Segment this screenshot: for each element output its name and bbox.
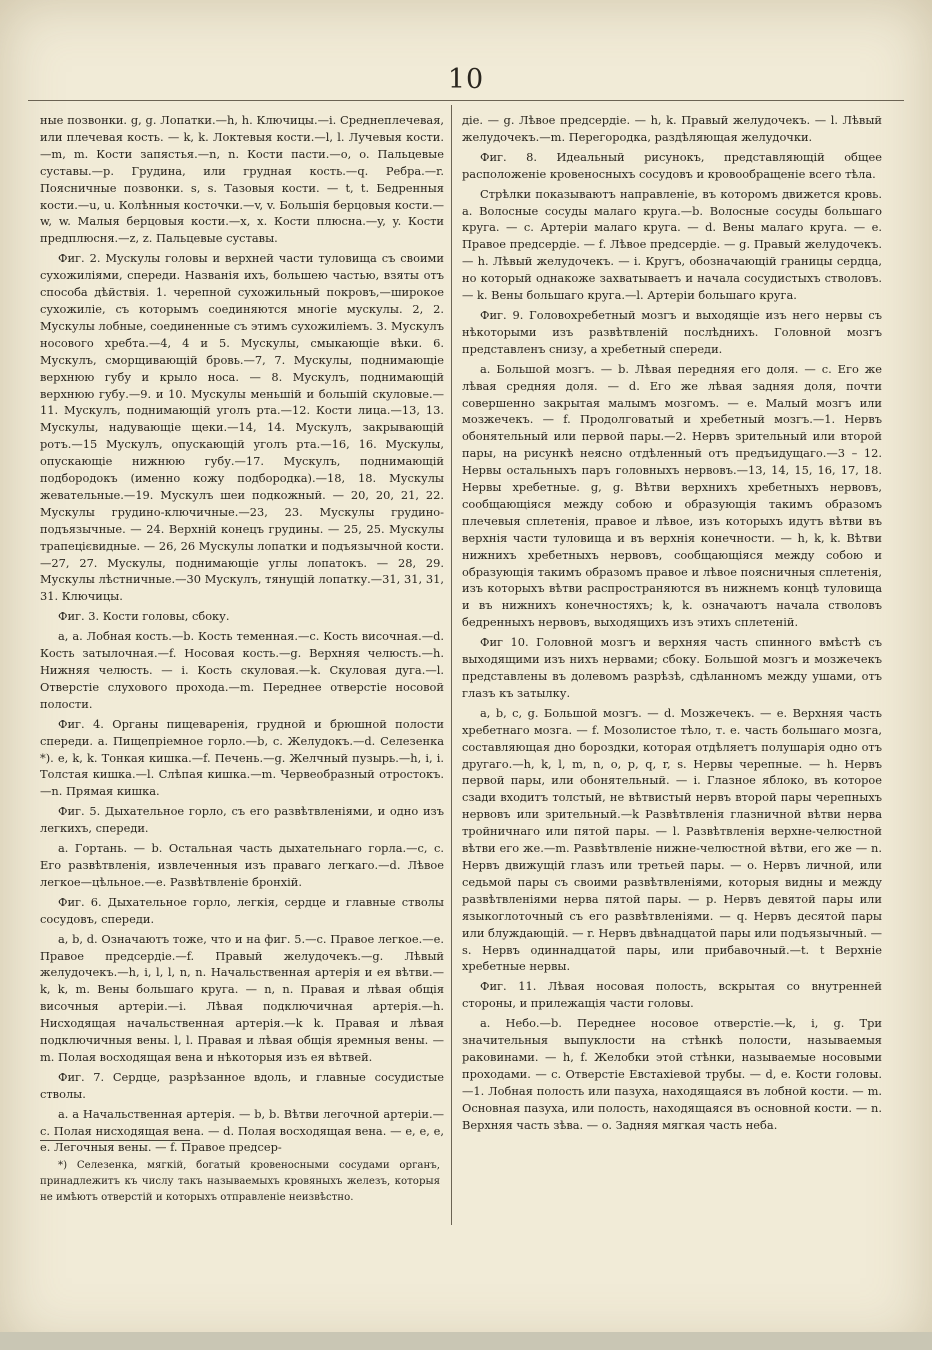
paragraph: a. a Начальственная артерія. — b, b. Вѣтви легочной артеріи.— c. Полая нисходящая вена. — d. Полая восходящая вена. — e, e, e, e. Легочныя вены. — f. Правое предсер- (40, 1106, 444, 1155)
paragraph: Фиг. 11. Лѣвая носовая полость, вскрытая со внутренней стороны, и прилежащія части головы. (462, 979, 882, 1011)
column-divider (451, 105, 452, 1225)
left-column (40, 112, 444, 1159)
paragraph: a, b, c, g. Большой мозгъ. — d. Мозжечекъ. — e. Верхняя часть хребетнаго мозга. — f. Мозолистое тѣло, т. е. часть большаго мозга, составляющая дно бороздки, которая отдѣляетъ полушарія одно отъ другаго.—h, k, l, m, n, o, p, q, r, s. Нервы черепные. — h. Нервъ первой пары, или обонятельный. — i. Глазное яблоко, въ которое сзади входитъ толстый, не вѣтвистый нервъ второй пары черепныхъ нервовъ или зрительный.—k Развѣтвленія глазничной вѣтви нерва тройничнаго или пятой пары. — l. Развѣтвленія верхне-челюстной вѣтви его же.—m. Развѣтвленіе нижне-челюстной вѣтви, его же — n. Нервъ движущій глазъ или третьей пары. — o. Нервъ личной, или седьмой пары съ своими развѣтвленіями, которыя видны и между развѣтвленіями нерва пятой пары. — p. Нервъ девятой пары или языкоглоточный съ его развѣтвленіями. — q. Нервъ десятой пары или блуждающій. — r. Нервъ двѣнадцатой пары или подъязычный. — s. Нервъ одиннадцатой пары, или прибавочный.—t. t Верхніе хребетные нервы. (462, 705, 882, 974)
paragraph: Фиг 10. Головной мозгъ и верхняя часть спинного вмѣстѣ съ выходящими изъ нихъ нервами; сбоку. Большой мозгъ и мозжечекъ представлены въ долевомъ разрѣзѣ, сдѣланномъ между ушами, отъ глазъ къ затылку. (462, 635, 882, 700)
page-number: 10 (447, 64, 485, 95)
paragraph: a, b, d. Означаютъ тоже, что и на фиг. 5.—c. Правое легкое.—e. Правое предсердіе.—f. Правый желудочекъ.—g. Лѣвый желудочекъ.—h, i, l, l, n, n. Начальственная артерія и ея вѣтви.—k, k, m. Вены большаго круга. — n, n. Правая и лѣвая общія височныя артеріи.—i. Лѣвая подключичная артерія.—h. Нисходящая начальственная артерія.—k k. Правая и лѣвая подключичныя вены. l, l. Правая и лѣвая общія яремныя вены. — m. Полая восходящая вена и нѣкоторыя изъ ея вѣтвей. (40, 931, 444, 1064)
paragraph: a. Небо.—b. Переднее носовое отверстіе.—k, i, g. Три значительныя выпуклости на стѣнкѣ полости, называемыя раковинами. — h, f. Желобки этой стѣнки, называемые носовыми проходами. — c. Отверстіе Евстахіевой трубы. — d, e. Кости головы.—1. Лобная полость или пазуха, находящаяся въ лобной кости. — m. Основная пазуха, или полость, находящаяся въ основной кости. — n. Верхняя часть зѣва. — o. Задняя мягкая часть неба. (462, 1016, 882, 1132)
paragraph: Фиг. 2. Мускулы головы и верхней части туловища съ своими сухожиліями, спереди. Названія ихъ, большею частью, взяты отъ способа дѣйствія. 1. черепной сухожильный покровъ,—широкое сухожиліе, съ которымъ соединяются многіе мускулы. 2, 2. Мускулы лобные, соединенные съ этимъ сухожиліемъ. 3. Мускулъ носового хребта.—4, 4 и 5. Мускулы, смыкающіе вѣки. 6. Мускулъ, сморщивающій бровь.—7, 7. Мускулы, поднимающіе верхнюю губу и крыло носа. — 8. Мускулъ, поднимающій верхнюю губу.—9. и 10. Мускулы меньшій и большій скуловые.—11. Мускулъ, поднимающій уголъ рта.—12. Кости лица.—13, 13. Мускулы, надувающіе щеки.—14, 14. Мускулъ, закрывающій ротъ.—15 Мускулъ, опускающій уголъ рта.—16, 16. Мускулы, опускающіе нижнюю губу.—17. Мускулъ, поднимающій подбородокъ (именно кожу подбородка).—18, 18. Мускулы жевательные.—19. Мускулъ шеи подкожный. — 20, 20, 21, 22. Мускулы грудино-ключичные.—23, 23. Мускулы грудино-подъязычные. — 24. Верхній конецъ грудины. — 25, 25. Мускулы трапецієвидные. — 26, 26 Мускулы лопатки и подъязычной кости.—27, 27. Мускулы, поднимающіе углы лопатокъ. — 28, 29. Мускулы лѣстничные.—30 Мускулъ, тянущій лопатку.—31, 31, 31, 31. Ключицы. (40, 251, 444, 604)
paragraph: Фиг. 9. Головохребетный мозгъ и выходящіе изъ него нервы съ нѣкоторыми изъ развѣтвленій послѣднихъ. Головной мозгъ представленъ снизу, а хребетный спереди. (462, 307, 882, 356)
paragraph: a, a. Лобная кость.—b. Кость теменная.—c. Кость височная.—d. Кость затылочная.—f. Носовая кость.—g. Верхняя челюсть.—h. Нижняя челюсть. — i. Кость скуловая.—k. Скуловая дуга.—l. Отверстіе слухового прохода.—m. Переднее отверстіе носовой полости. (40, 629, 444, 711)
paragraph: Фиг. 8. Идеальный рисунокъ, представляющій общее расположеніе кровеносныхъ сосудовъ и кровообращеніе всего тѣла. (462, 149, 882, 181)
paragraph: a. Большой мозгъ. — b. Лѣвая передняя его доля. — c. Его же лѣвая средняя доля. — d. Его же лѣвая задняя доля, почти совершенно закрытая малымъ мозгомъ. — e. Малый мозгъ или мозжечекъ. — f. Продолговатый и хребетный мозгъ.—1. Нервъ обонятельный или первой пары.—2. Нервъ зрительный или второй пары, на рисункѣ неясно отдѣленный отъ предъидущаго.—3 – 12. Нервы остальныхъ паръ головныхъ нервовъ.—13, 14, 15, 16, 17, 18. Нервы хребетные. g, g. Вѣтви верхнихъ хребетныхъ нервовъ, сообщающіяся между собою и образующія такимъ образомъ плечевыя сплетенія, правое и лѣвое, изъ которыхъ идутъ вѣтви въ верхнія части туловища и въ верхнія конечности. — h, k, k. Вѣтви нижнихъ хребетныхъ нервовъ, сообщающіяся между собою и образующія такимъ образомъ правое и лѣвое поясничныя сплетенія, изъ которыхъ вѣтви распространяются въ нижнемъ концѣ туловища и въ нижнихъ конечностяхъ; k, k. означаютъ начала стволовъ бедренныхъ нервовъ, выходящихъ изъ этихъ сплетеній. (462, 361, 882, 630)
paragraph: Фиг. 4. Органы пищеваренія, грудной и брюшной полости спереди. a. Пищепріемное горло.—b, c. Желудокъ.—d. Селезенка *). e, k, k. Тонкая кишка.—f. Печень.—g. Желчный пузырь.—h, i, i. Толстая кишка.—l. Слѣпая кишка.—m. Червеобразный отростокъ.—n. Прямая кишка. (40, 716, 444, 799)
right-column (462, 112, 882, 1136)
paragraph: Фиг. 5. Дыхательное горло, съ его развѣтвленіями, и одно изъ легкихъ, спереди. (40, 804, 444, 836)
paragraph: Фиг. 7. Сердце, разрѣзанное вдоль, и главные сосудистые стволы. (40, 1069, 444, 1101)
paragraph: діе. — g. Лѣвое предсердіе. — h, k. Правый желудочекъ. — l. Лѣвый желудочекъ.—m. Перегородка, раздѣляющая желудочки. (462, 113, 882, 144)
paragraph: Фиг. 6. Дыхательное горло, легкія, сердце и главные стволы сосудовъ, спереди. (40, 894, 444, 926)
paragraph: Фиг. 3. Кости головы, сбоку. (58, 609, 230, 624)
page-edge-strip (0, 1332, 932, 1350)
footnote: *) Селезенка, мягкій, богатый кровеносными сосудами органъ, принадлежитъ къ числу такъ называемыхъ кровяныхъ железъ, которыя не имѣютъ отверстій и которыхъ отправленіе неизвѣстно. (40, 1160, 440, 1203)
paragraph: a. Гортань. — b. Остальная часть дыхательнаго горла.—c, c. Его развѣтвленія, извлеченныя изъ праваго легкаго.—d. Лѣвое легкое—цѣльное.—e. Развѣтвленіе бронхій. (40, 841, 444, 889)
footnote-rule (40, 1140, 190, 1141)
header-rule (28, 100, 904, 101)
paragraph: Стрѣлки показываютъ направленіе, въ которомъ движется кровь. a. Волосные сосуды малаго круга.—b. Волосные сосуды большаго круга. — c. Артеріи малаго круга. — d. Вены малаго круга. — e. Правое предсердіе. — f. Лѣвое предсердіе. — g. Правый желудочекъ. — h. Лѣвый желудочекъ. — i. Кругъ, обозначающій границы сердца, но который однакоже захватываетъ и начала сосудистыхъ стволовъ. — k. Вены большаго круга.—l. Артеріи большаго круга. (462, 186, 882, 303)
paragraph: ные позвонки. g, g. Лопатки.—h, h. Ключицы.—i. Среднеплечевая, или плечевая кость. — k, k. Локтевыя кости.—l, l. Лучевыя кости.—m, m. Кости запястья.—n, n. Кости пасти.—o, o. Пальцевые суставы.—p. Грудина, или грудная кость.—q. Ребра.—r. Поясничные позвонки. s, s. Тазовыя кости. — t, t. Бедренныя кости.—u, u. Колѣнныя косточки.—v, v. Большія берцовыя кости.—w, w. Малыя берцовыя кости.—x, x. Кости плюсна.—y, y. Кости предплюсня.—z, z. Пальцевые суставы. (40, 113, 444, 246)
